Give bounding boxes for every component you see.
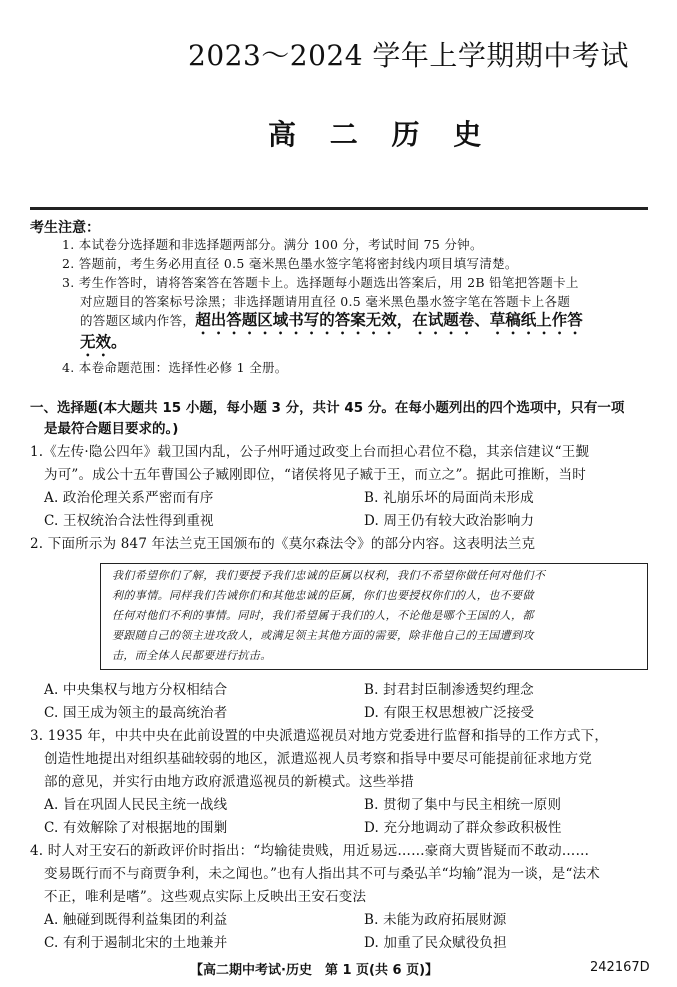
notice-item: 对应题目的答案标号涂黑；非选择题请用直径 0.5 毫米黑色墨水签字笔在答题卡上各题 [80, 294, 571, 309]
source-line: 任何对他们不利的事情。同时，我们希望属于我们的人，不论他是哪个王国的人，都 [112, 609, 534, 622]
option-a: A. 政治伦理关系严密而有序 [44, 490, 214, 506]
option-a: A. 中央集权与地方分权相结合 [44, 682, 228, 698]
question-3-cont: 创造性地提出对组织基础较弱的地区，派遣巡视人员考察和指导中要尽可能提前征求地方党 [44, 751, 592, 767]
notice-text: 的答题区域内作答， [80, 313, 196, 328]
question-4-cont: 不正，唯利是嗜”。这些观点实际上反映出王安石变法 [44, 889, 367, 905]
subject-title: 高 二 历 史 [268, 118, 494, 151]
source-line: 利的事情。同样我们告诫你们和其他忠诚的臣属，你们也要授权你们的人，也不要做 [112, 589, 534, 602]
exam-title: 2023～2024 学年上学期期中考试 [188, 39, 629, 72]
option-d: D. 充分地调动了群众参政积极性 [364, 820, 562, 836]
notice-item: 1. 本试卷分选择题和非选择题两部分。满分 100 分，考试时间 75 分钟。 [62, 237, 483, 252]
option-c: C. 王权统治合法性得到重视 [44, 513, 214, 529]
option-a: A. 旨在巩固人民民主统一战线 [44, 797, 228, 813]
source-line: 要跟随自己的领主进攻敌人，或满足领主其他方面的需要，除非他自己的王国遭到攻 [112, 629, 534, 642]
source-line: 我们希望你们了解，我们要授予我们忠诚的臣属以权利，我们不希望你做任何对他们不 [112, 569, 546, 582]
option-d: D. 加重了民众赋役负担 [364, 935, 507, 951]
option-b: B. 礼崩乐坏的局面尚未形成 [364, 490, 534, 506]
option-a: A. 触碰到既得利益集团的利益 [44, 912, 228, 928]
notice-item: 4. 本卷命题范围：选择性必修 1 全册。 [62, 360, 288, 375]
source-text [112, 566, 640, 666]
paper-code: 242167D [590, 960, 650, 975]
option-c: C. 有效解除了对根据地的围剿 [44, 820, 228, 836]
notice-item [80, 333, 672, 360]
question-3: 3. 1935 年，中共中央在此前设置的中央派遣巡视员对地方党委进行监督和指导的工作方式下， [30, 728, 609, 744]
section-heading: 一、选择题(本大题共 15 小题，每小题 3 分，共计 45 分。在每小题列出的四个选项中，只有一项 [30, 400, 625, 416]
question-2: 2. 下面所示为 847 年法兰克王国颁布的《莫尔森法令》的部分内容。这表明法兰克 [30, 536, 536, 552]
option-d: D. 有限王权思想被广泛接受 [364, 705, 535, 721]
notice-emphasis-end: 无效。 [80, 333, 127, 351]
option-b: B. 封君封臣制渗透契约理念 [364, 682, 534, 698]
question-3-cont: 部的意见，并实行由地方政府派遣巡视员的新模式。这些举措 [44, 774, 414, 790]
section-heading-cont: 是最符合题目要求的。) [44, 421, 179, 437]
question-1-cont: 为可”。成公十五年曹国公子臧刚即位，“诸侯将见子臧于王，而立之”。据此可推断，当时 [44, 467, 586, 483]
option-c: C. 国王成为领主的最高统治者 [44, 705, 228, 721]
notice-heading: 考生注意： [30, 220, 100, 236]
option-d: D. 周王仍有较大政治影响力 [364, 513, 535, 529]
page-footer: 【高二期中考试·历史 第 1 页(共 6 页)】 [190, 963, 439, 978]
question-4: 4. 时人对王安石的新政评价时指出：“均输徒贵贱，用近易远……豪商大贾皆疑而不敢动…… [30, 843, 590, 859]
source-line: 击，而全体人民都要进行抗击。 [112, 649, 272, 662]
option-c: C. 有利于遏制北宋的土地兼并 [44, 935, 228, 951]
notice-item: 2. 答题前，考生务必用直径 0.5 毫米黑色墨水签字笔将密封线内项目填写清楚。 [62, 256, 518, 271]
option-b: B. 未能为政府拓展财源 [364, 912, 507, 928]
question-4-cont: 变易既行而不与商贾争利，未之闻也。”也有人指出其不可与桑弘羊“均输”混为一谈，是“法术 [44, 866, 600, 882]
notice-item: 3. 考生作答时，请将答案答在答题卡上。选择题每小题选出答案后，用 2B 铅笔把答题卡上 [62, 275, 579, 290]
divider [30, 207, 648, 210]
notice-emphasis: 超出答题区域书写的答案无效，在试题卷、草稿纸上作答 [195, 311, 583, 329]
question-1: 1.《左传·隐公四年》载卫国内乱，公子州吁通过政变上台而担心君位不稳，其亲信建议“王觐 [30, 444, 590, 460]
option-b: B. 贯彻了集中与民主相统一原则 [364, 797, 562, 813]
